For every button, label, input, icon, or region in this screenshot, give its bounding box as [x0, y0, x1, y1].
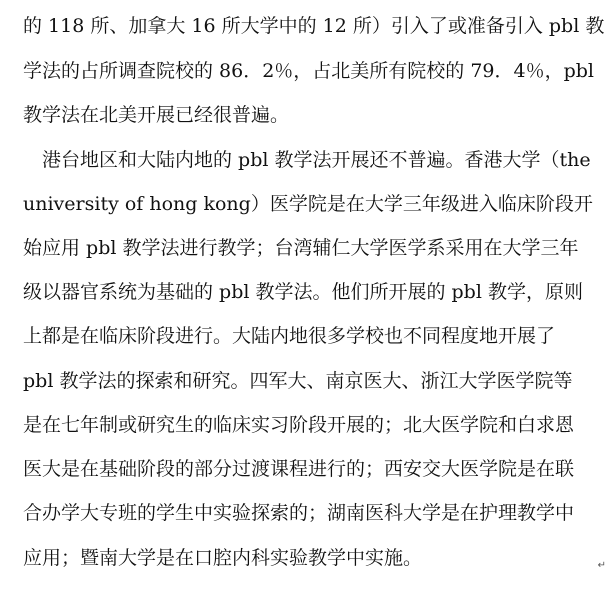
text-line-10: 是在七年制或研究生的临床实习阶段开展的；北大医学院和白求恩	[23, 414, 575, 436]
text-line-6: 始应用 pbl 教学法进行教学；台湾辅仁大学医学系采用在大学三年	[23, 237, 579, 259]
text-line-5: university of hong kong）医学院是在大学三年级进入临床阶段开	[23, 193, 593, 215]
text-line-13: 应用；暨南大学是在口腔内科实验教学中实施。	[23, 547, 423, 569]
text-line-7: 级以器官系统为基础的 pbl 教学法。他们所开展的 pbl 教学，原则	[23, 281, 583, 303]
text-line-1: 的 118 所、加拿大 16 所大学中的 12 所）引入了或准备引入 pbl 教	[23, 15, 605, 37]
text-line-12: 合办学大专班的学生中实验探索的；湖南医科大学是在护理教学中	[23, 502, 575, 524]
text-line-8: 上都是在临床阶段进行。大陆内地很多学校也不同程度地开展了	[23, 325, 556, 347]
text-line-2: 学法的占所调查院校的 86．2％，占北美所有院校的 79．4％，pbl	[23, 60, 595, 82]
text-line-4: 港台地区和大陆内地的 pbl 教学法开展还不普遍。香港大学（the	[42, 149, 591, 171]
text-line-9: pbl 教学法的探索和研究。四军大、南京医大、浙江大学医学院等	[23, 370, 573, 392]
text-line-3: 教学法在北美开展已经很普遍。	[23, 104, 290, 126]
paragraph-mark-icon: ↵	[597, 560, 606, 571]
text-line-11: 医大是在基础阶段的部分过渡课程进行的；西安交大医学院是在联	[23, 458, 575, 480]
